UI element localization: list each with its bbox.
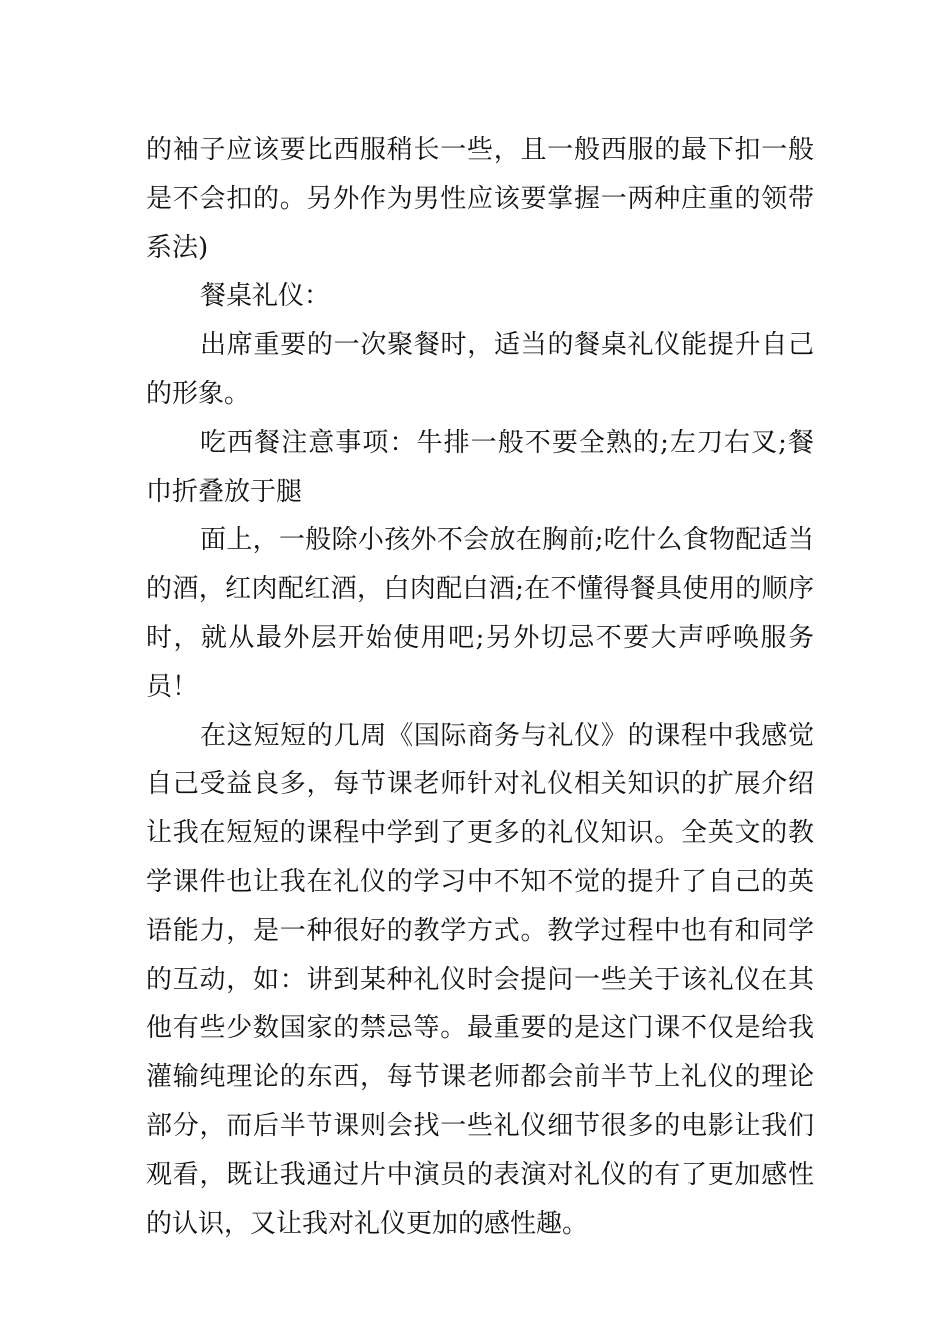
paragraph-dinner-image: 出席重要的一次聚餐时，适当的餐桌礼仪能提升自己的形象。 bbox=[146, 330, 814, 409]
paragraph-napkin-wine: 面上，一般除小孩外不会放在胸前;吃什么食物配适当的酒，红肉配红酒，白肉配白酒;在不懂得餐具使用的顺序时，就从最外层开始使用吧;另外切忌不要大声呼唤服务员！ bbox=[146, 525, 814, 702]
paragraph-suit-sleeve: 的袖子应该要比西服稍长一些，且一般西服的最下扣一般是不会扣的。另外作为男性应该要掌握一两种庄重的领带系法) bbox=[146, 135, 814, 263]
paragraph-course-reflection: 在这短短的几周《国际商务与礼仪》的课程中我感觉自己受益良多，每节课老师针对礼仪相关知识的扩展介绍让我在短短的课程中学到了更多的礼仪知识。全英文的教学课件也让我在礼仪的学习中不知不觉的提升了自己的英语能力，是一种很好的教学方式。教学过程中也有和同学的互动，如：讲到某种礼仪时会提问一些关于该礼仪在其他有些少数国家的禁忌等。最重要的是这门课不仅是给我灌输纯理论的东西，每节课老师都会前半节上礼仪的理论部分，而后半节课则会找一些礼仪细节很多的电影让我们观看，既让我通过片中演员的表演对礼仪的有了更加感性的认识，又让我对礼仪更加的感性趣。 bbox=[146, 720, 814, 1239]
paragraph-table-etiquette-heading: 餐桌礼仪： bbox=[200, 281, 331, 312]
paragraph-western-dining-notes: 吃西餐注意事项：牛排一般不要全熟的;左刀右叉;餐巾折叠放于腿 bbox=[146, 427, 814, 507]
document-body bbox=[146, 126, 814, 1248]
